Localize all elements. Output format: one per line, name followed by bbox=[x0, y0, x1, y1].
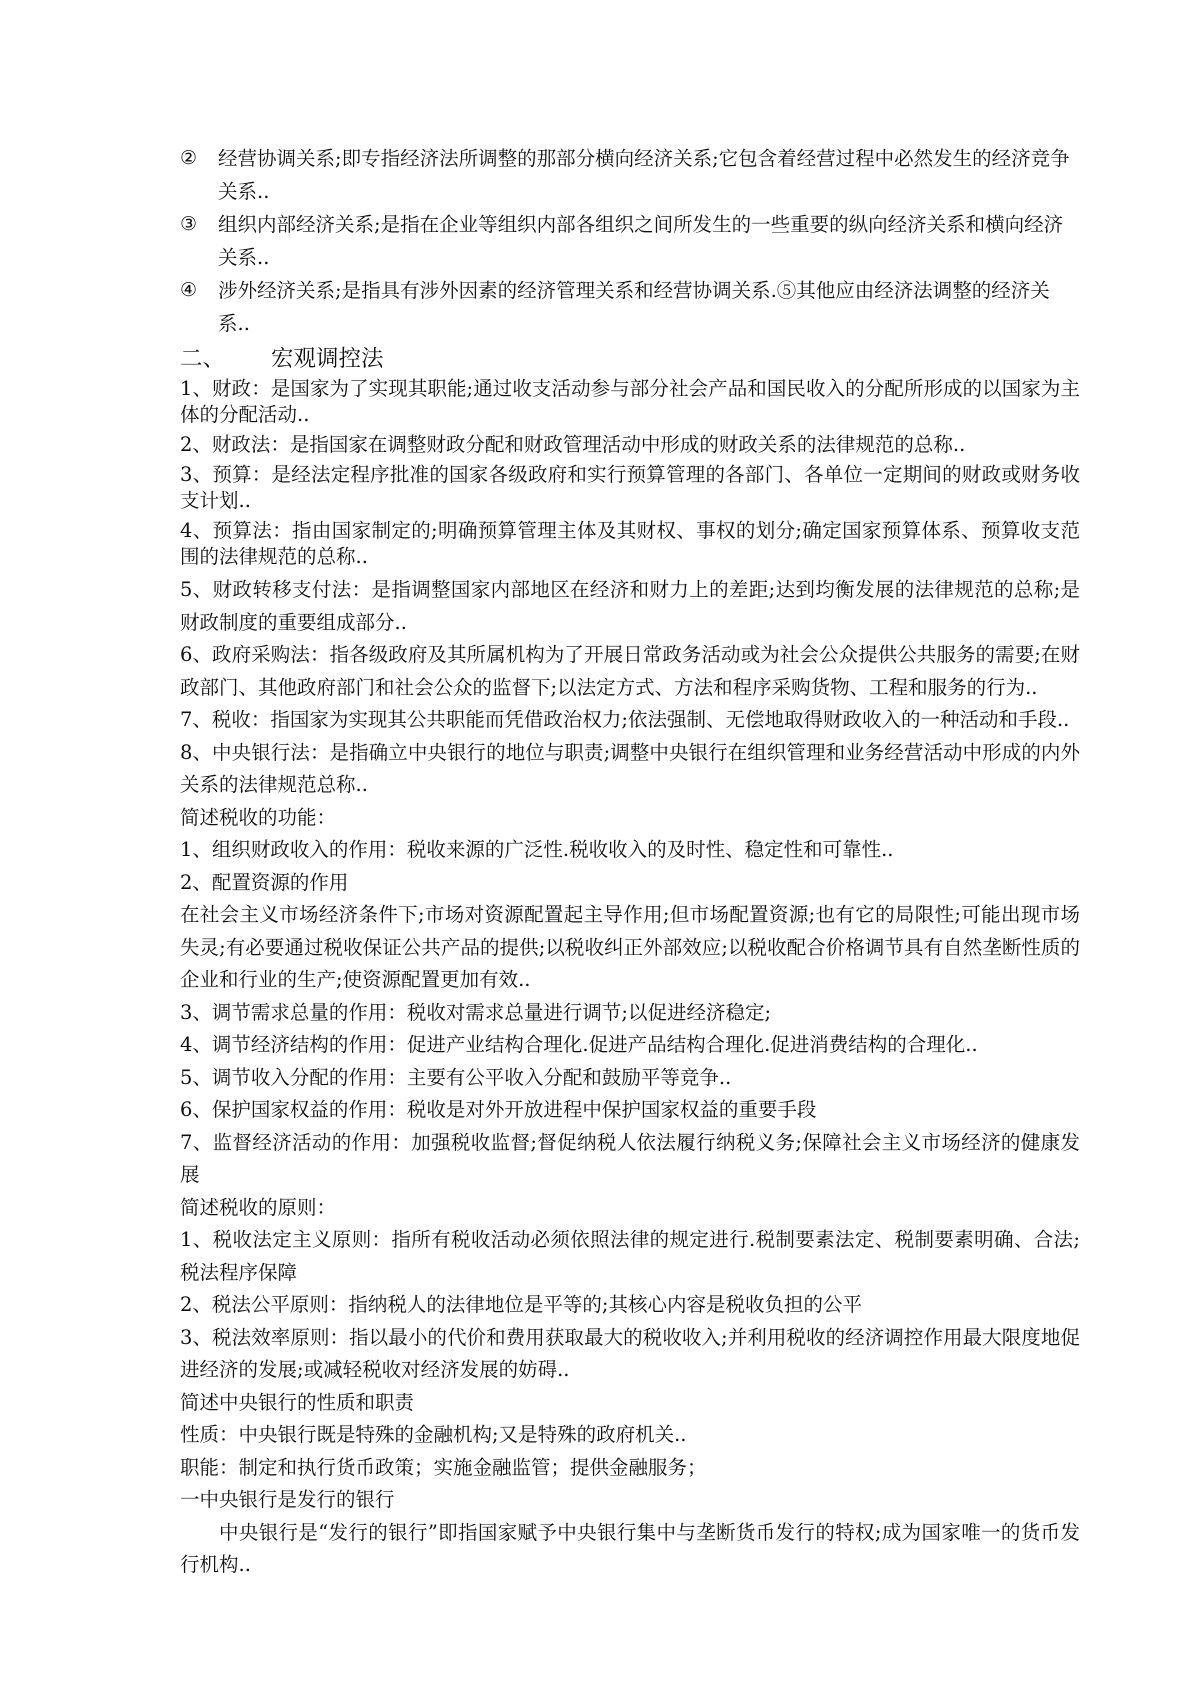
list-number: ③ bbox=[180, 213, 198, 235]
paragraph: 4、预算法：指由国家制定的;明确预算管理主体及其财权、事权的划分;确定国家预算体系、预算收支范围的法律规范的总称.. bbox=[180, 519, 1080, 568]
paragraph: 7、税收：指国家为实现其公共职能而凭借政治权力;依法强制、无偿地取得财政收入的一种活动和手段.. bbox=[180, 708, 1070, 731]
section-heading bbox=[180, 342, 1080, 376]
list-text: 涉外经济关系;是指具有涉外因素的经济管理关系和经营协调关系.⑤其他应由经济法调整的经济关系.. bbox=[218, 279, 1050, 335]
list-item bbox=[180, 208, 1080, 274]
paragraph: 职能：制定和执行货币政策；实施金融监管；提供金融服务； bbox=[180, 1455, 707, 1479]
paragraph: 7、监督经济活动的作用：加强税收监督;督促纳税人依法履行纳税义务;保障社会主义市场经济的健康发展 bbox=[180, 1130, 1080, 1186]
paragraph: 5、调节收入分配的作用：主要有公平收入分配和鼓励平等竞争.. bbox=[180, 1065, 732, 1089]
list-text: 组织内部经济关系;是指在企业等组织内部各组织之间所发生的一些重要的纵向经济关系和横向经济关系.. bbox=[218, 213, 1064, 269]
subheading: 简述税收的原则： bbox=[180, 1195, 337, 1219]
paragraph: 6、保护国家权益的作用：税收是对外开放进程中保护国家权益的重要手段 bbox=[180, 1098, 817, 1121]
paragraph: 在社会主义市场经济条件下;市场对资源配置起主导作用;但市场配置资源;也有它的局限性;可能出现市场失灵;有必要通过税收保证公共产品的提供;以税收纠正外部效应;以税收配合价格调节具有自然垄断性质的企业和行业的生产;使资源配置更加有效.. bbox=[180, 903, 1080, 991]
list-item bbox=[180, 274, 1080, 340]
paragraph: 3、调节需求总量的作用：税收对需求总量进行调节;以促进经济稳定; bbox=[180, 1000, 772, 1024]
paragraph: 6、政府采购法：指各级政府及其所属机构为了开展日常政务活动或为社会公众提供公共服务的需要;在财政部门、其他政府部门和社会公众的监督下;以法定方式、方法和程序采购货物、工程和服务的行为.. bbox=[180, 643, 1080, 699]
paragraph: 3、预算：是经法定程序批准的国家各级政府和实行预算管理的各部门、各单位一定期间的财政或财务收支计划.. bbox=[180, 463, 1080, 512]
paragraph: 8、中央银行法：是指确立中央银行的地位与职责;调整中央银行在组织管理和业务经营活动中形成的内外关系的法律规范总称.. bbox=[180, 740, 1080, 796]
paragraph: 1、税收法定主义原则：指所有税收活动必须依照法律的规定进行.税制要素法定、税制要素明确、合法;税法程序保障 bbox=[180, 1228, 1080, 1284]
paragraph: 性质：中央银行既是特殊的金融机构;又是特殊的政府机关.. bbox=[180, 1423, 687, 1446]
subheading: 一中央银行是发行的银行 bbox=[180, 1488, 395, 1511]
paragraph: 2、配置资源的作用 bbox=[180, 870, 349, 894]
list-number: ④ bbox=[180, 279, 198, 301]
paragraph: 3、税法效率原则：指以最小的代价和费用获取最大的税收收入;并利用税收的经济调控作用最大限度地促进经济的发展;或减轻税收对经济发展的妨碍.. bbox=[180, 1325, 1080, 1381]
list-number: ② bbox=[180, 147, 198, 169]
subheading: 简述税收的功能： bbox=[180, 805, 337, 829]
subheading: 简述中央银行的性质和职责 bbox=[180, 1390, 415, 1414]
paragraph: 5、财政转移支付法：是指调整国家内部地区在经济和财力上的差距;达到均衡发展的法律规范的总称;是财政制度的重要组成部分.. bbox=[180, 578, 1080, 634]
paragraph: 4、调节经济结构的作用：促进产业结构合理化.促进产品结构合理化.促进消费结构的合理化.. bbox=[180, 1033, 978, 1056]
paragraph: 中央银行是“发行的银行”即指国家赋予中央银行集中与垄断货币发行的特权;成为国家唯一的货币发行机构.. bbox=[180, 1520, 1080, 1576]
paragraph: 1、财政：是国家为了实现其职能;通过收支活动参与部分社会产品和国民收入的分配所形成的以国家为主体的分配活动.. bbox=[180, 377, 1080, 426]
document-page bbox=[180, 142, 1080, 1581]
paragraph: 2、税法公平原则：指纳税人的法律地位是平等的;其核心内容是税收负担的公平 bbox=[180, 1293, 862, 1316]
paragraph: 1、组织财政收入的作用：税收来源的广泛性.税收收入的及时性、稳定性和可靠性.. bbox=[180, 838, 894, 861]
section-title: 宏观调控法 bbox=[271, 346, 384, 372]
paragraph: 2、财政法：是指国家在调整财政分配和财政管理活动中形成的财政关系的法律规范的总称.. bbox=[180, 433, 966, 456]
list-item bbox=[180, 142, 1080, 208]
section-number: 二、 bbox=[180, 346, 226, 372]
list-text: 经营协调关系;即专指经济法所调整的那部分横向经济关系;它包含着经营过程中必然发生的经济竞争关系.. bbox=[218, 147, 1070, 203]
